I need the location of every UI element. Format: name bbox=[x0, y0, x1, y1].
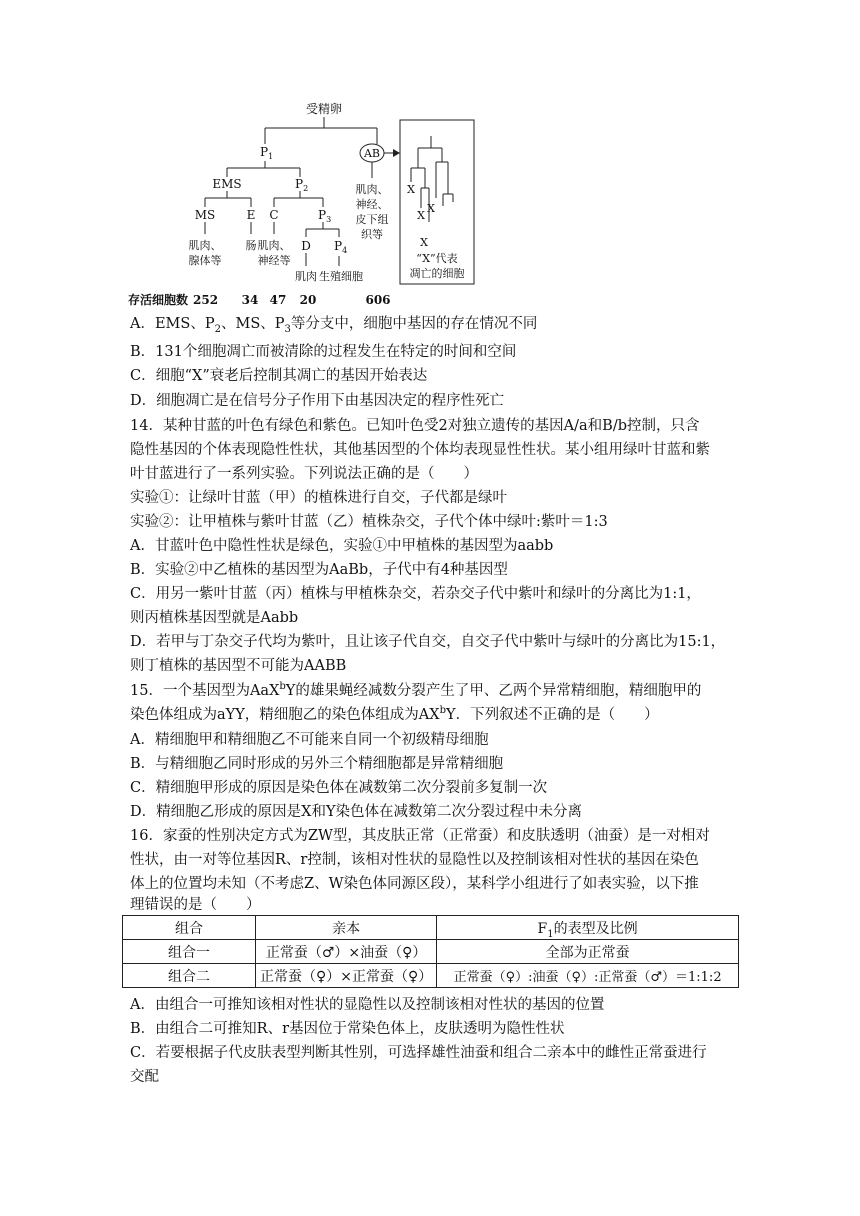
q15-option-d: D．精细胞乙形成的原因是X和Y染色体在减数第二次分裂过程中未分离 bbox=[130, 804, 583, 820]
q14-option-a: A．甘蓝叶色中隐性性状是绿色，实验①中甲植株的基因型为aabb bbox=[130, 538, 554, 554]
q14-stem-3: 叶甘蓝进行了一系列实验。下列说法正确的是（ ） bbox=[130, 466, 478, 482]
q15-stem-1: 15．一个基因型为AaX$^b$Y的雄果蝇经减数分裂产生了甲、乙两个异常精细胞，精细胞甲的 bbox=[130, 681, 702, 699]
x-mark-4: X bbox=[420, 236, 428, 249]
q13-option-b: B．131个细胞凋亡而被清除的过程发生在特定的时间和空间 bbox=[130, 344, 517, 360]
header-group: 组合 bbox=[123, 916, 256, 940]
q14-option-c-1: C．用另一紫叶甘蓝（丙）植株与甲植株杂交，若杂交子代中紫叶和绿叶的分离比为1:1， bbox=[130, 586, 701, 602]
q13-option-d: D．细胞凋亡是在信号分子作用下由基因决定的程序性死亡 bbox=[130, 393, 505, 409]
count-e: 34 bbox=[241, 293, 259, 307]
row-1-group: 组合一 bbox=[123, 940, 256, 964]
row-1-f1: 全部为正常蚕 bbox=[437, 940, 739, 964]
root-label: 受精卵 bbox=[305, 102, 343, 116]
ms-label: MS bbox=[194, 208, 216, 222]
row-2-f1: 正常蚕（♀）:油蚕（♀）:正常蚕（♂）＝1:1:2 bbox=[437, 964, 739, 988]
p4-label: $P_4$ bbox=[334, 239, 348, 255]
p2-label: $P_2$ bbox=[295, 177, 309, 193]
count-ms: 252 bbox=[193, 293, 219, 307]
q15-option-c: C．精细胞甲形成的原因是染色体在减数第二次分裂前多复制一次 bbox=[130, 780, 548, 796]
count-c: 47 bbox=[269, 293, 287, 307]
q14-option-b: B．实验②中乙植株的基因型为AaBb，子代中有4种基因型 bbox=[130, 562, 508, 578]
row-1-parents: 正常蚕（♂）×油蚕（♀） bbox=[256, 940, 437, 964]
row-2-parents: 正常蚕（♀）×正常蚕（♀） bbox=[256, 964, 437, 988]
box-caption-1: “X”代表 bbox=[416, 252, 458, 265]
q15-option-b: B．与精细胞乙同时形成的另外三个精细胞都是异常精细胞 bbox=[130, 756, 504, 772]
x-mark-2: X bbox=[417, 209, 425, 222]
q14-exp-1: 实验①：让绿叶甘蓝（甲）的植株进行自交，子代都是绿叶 bbox=[130, 490, 507, 506]
ms-fate-2: 腺体等 bbox=[188, 254, 222, 267]
ab-fate-3: 皮下组 bbox=[355, 213, 389, 226]
q16-stem-4: 理错误的是（ ） bbox=[130, 897, 261, 913]
count-ab: 606 bbox=[365, 293, 391, 307]
ms-fate-1: 肌肉、 bbox=[188, 239, 222, 252]
ab-fate-1: 肌肉、 bbox=[355, 183, 389, 196]
cell-lineage-diagram bbox=[128, 98, 488, 310]
x-mark-3: X bbox=[427, 202, 435, 215]
cross-table bbox=[122, 915, 739, 988]
q14-stem-1: 14．某种甘蓝的叶色有绿色和紫色。已知叶色受2对独立遗传的基因A/a和B/b控制，只含 bbox=[130, 418, 700, 434]
q15-option-a: A．精细胞甲和精细胞乙不可能来自同一个初级精母细胞 bbox=[130, 732, 489, 748]
e-fate: 肠 bbox=[245, 239, 257, 252]
q16-stem-3: 体上的位置均未知（不考虑Z、W染色体同源区段），某科学小组进行了如表实验，以下推 bbox=[130, 876, 699, 892]
q16-option-b: B．由组合二可推知R、r基因位于常染色体上，皮肤透明为隐性性状 bbox=[130, 1021, 565, 1037]
p4-fate: 生殖细胞 bbox=[319, 270, 363, 283]
q13-option-a: A．EMS、$P_2$、MS、$P_3$等分支中，细胞中基因的存在情况不同 bbox=[130, 316, 538, 335]
q16-stem-2: 性状，由一对等位基因R、r控制，该相对性状的显隐性以及控制该相对性状的基因在染色 bbox=[130, 852, 699, 868]
q16-option-c-1: C．若要根据子代皮肤表型判断其性别，可选择雄性油蚕和组合二亲本中的雌性正常蚕进行 bbox=[130, 1045, 707, 1061]
c-fate-1: 肌肉、 bbox=[257, 239, 291, 252]
q15-stem-2: 染色体组成为aYY，精细胞乙的染色体组成为$AX^bY$．下列叙述不正确的是（ ） bbox=[130, 705, 659, 723]
q14-option-d-2: 则丁植株的基因型不可能为AABB bbox=[130, 658, 347, 674]
p3-label: $P_3$ bbox=[318, 208, 332, 224]
row-2-group: 组合二 bbox=[123, 964, 256, 988]
q16-option-a: A．由组合一可推知该相对性状的显隐性以及控制该相对性状的基因的位置 bbox=[130, 997, 605, 1013]
table-row bbox=[123, 964, 739, 988]
ab-fate-2: 神经、 bbox=[355, 198, 389, 211]
q16-option-c-2: 交配 bbox=[130, 1069, 159, 1085]
table-header-row bbox=[123, 916, 739, 940]
q14-option-d-1: D．若甲与丁杂交子代均为紫叶，且让该子代自交，自交子代中紫叶与绿叶的分离比为15:1， bbox=[130, 634, 726, 650]
c-fate-2: 神经等 bbox=[257, 254, 291, 267]
x-mark-1: X bbox=[407, 183, 415, 196]
ab-fate-4: 织等 bbox=[361, 228, 383, 241]
e-label: E bbox=[246, 208, 256, 222]
p1-label: $P_1$ bbox=[260, 145, 274, 161]
q14-option-c-2: 则丙植株基因型就是Aabb bbox=[130, 610, 299, 626]
header-f1: $F_1$的表型及比例 bbox=[437, 916, 739, 940]
q14-exp-2: 实验②：让甲植株与紫叶甘蓝（乙）植株杂交，子代个体中绿叶:紫叶＝1:3 bbox=[130, 514, 608, 530]
q14-stem-2: 隐性基因的个体表现隐性性状，其他基因型的个体均表现显性性状。某小组用绿叶甘蓝和紫 bbox=[130, 442, 710, 458]
count-d: 20 bbox=[299, 293, 317, 307]
d-fate: 肌肉 bbox=[295, 270, 317, 283]
ab-label: AB bbox=[363, 147, 381, 160]
table-row bbox=[123, 940, 739, 964]
q16-stem-1: 16．家蚕的性别决定方式为ZW型，其皮肤正常（正常蚕）和皮肤透明（油蚕）是一对相对 bbox=[130, 828, 710, 844]
survive-label: 存活细胞数 bbox=[128, 293, 189, 307]
d-label: D bbox=[301, 239, 311, 253]
ems-label: EMS bbox=[212, 177, 242, 191]
c-label: C bbox=[269, 208, 279, 222]
box-caption-2: 凋亡的细胞 bbox=[409, 267, 465, 280]
q13-option-c: C．细胞“X”衰老后控制其凋亡的基因开始表达 bbox=[130, 368, 428, 384]
header-parents: 亲本 bbox=[256, 916, 437, 940]
